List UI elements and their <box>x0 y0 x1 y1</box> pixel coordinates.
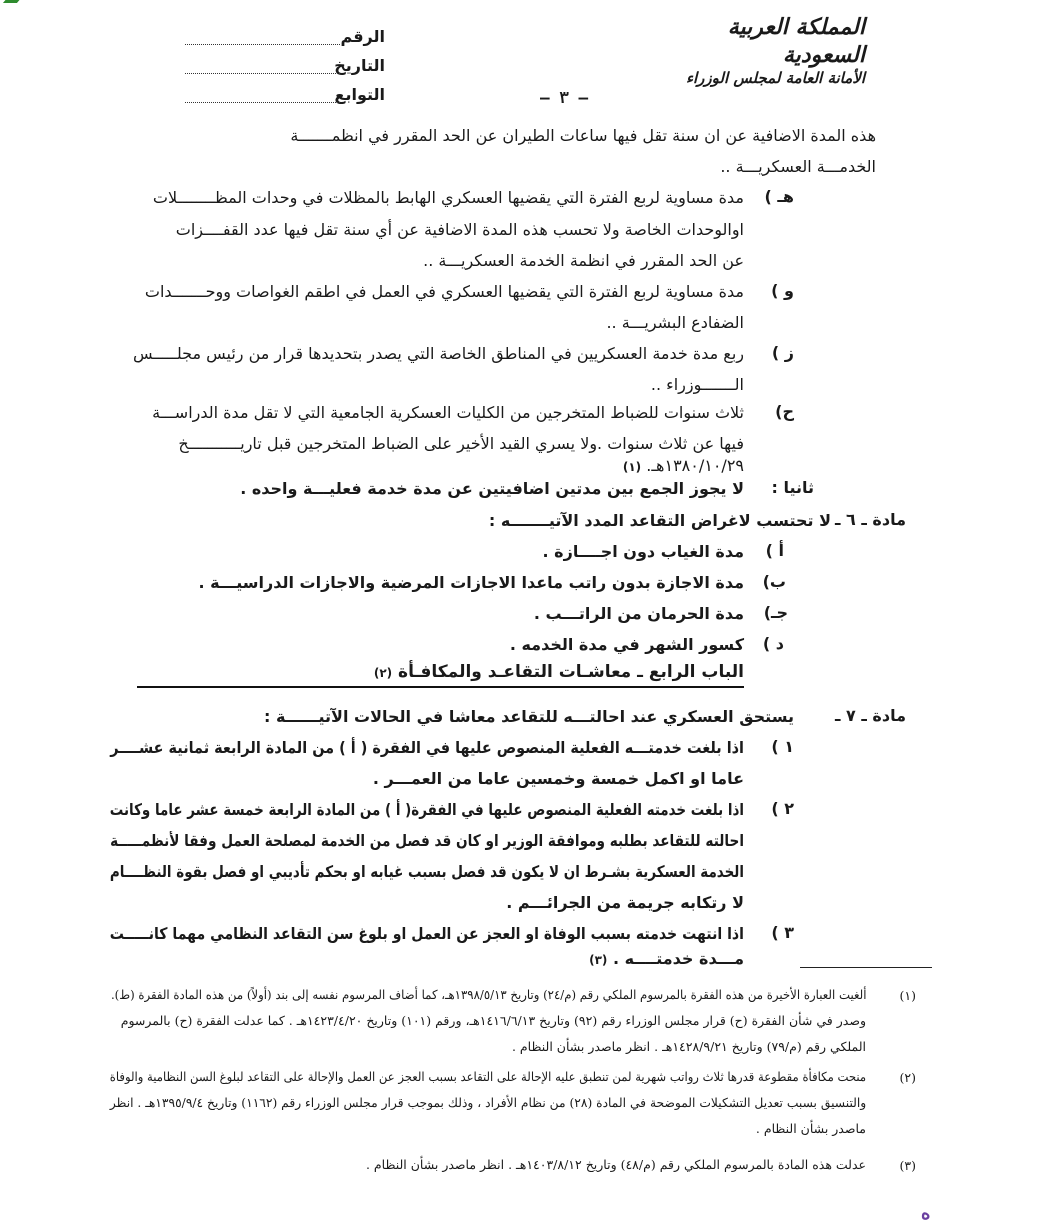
body-text: مـــدة خدمتــــه . <box>612 949 744 968</box>
footnote-line: والتنسيق بسبب تعديل التشكيلات الموضحة في المادة (٢٨) من نظام الأفراد ، وذلك بموجب قرار مجلس الوزراء رقم (١١٦٢) وتاريخ ١٣٩٥/٩/٤هـ . انظر <box>109 1095 866 1110</box>
body-line: لا رتكابه جريمة من الجرائـــم . <box>506 893 744 912</box>
footnote-number: (١) <box>899 988 916 1003</box>
article-label: مادة ـ ٧ ـ <box>835 706 906 725</box>
list-item: كسور الشهر في مدة الخدمه . <box>509 635 744 654</box>
number-label: الرقم <box>340 27 385 46</box>
list-item: مدة الحرمان من الراتـــب . <box>533 604 744 623</box>
number-dots <box>185 44 340 45</box>
footnote-ref: (٣) <box>589 953 608 967</box>
footnote-line: ألغيت العبارة الأخيرة من هذه الفقرة بالمرسوم الملكي رقم (م/٢٤) وتاريخ ١٣٩٨/٥/١٣هـ، كما أضاف المرسوم نفسه إلى بند (أولاً) من هذه المادة الفقرة (ط). <box>110 987 866 1002</box>
body-line: اذا بلغت خدمتـــه الفعلية المنصوص عليها في الفقرة ( أ ) من المادة الرابعة ثمانية عشــــر <box>110 738 744 757</box>
body-line: احالته للتقاعد بطلبه وموافقة الوزير او كان قد فصل من الخدمة لمصلحة العمل وفقا لأنظمـــــة <box>110 831 744 850</box>
item-marker: ١ ) <box>771 737 794 756</box>
article-label: مادة ـ ٦ ـ <box>835 510 906 529</box>
attachments-label: التوابع <box>334 85 385 104</box>
body-line: الـــــــوزراء .. <box>650 375 744 394</box>
footnote-line: وصدر في شأن الفقرة (ح) قرار مجلس الوزراء رقم (٩٢) وتاريخ ١٤١٦/٦/١٣هـ، ورقم (١٠١) وتاريخ ١٤٢٣/٤/٢٠هـ . كما عدلت الفقرة (ح) بالمرسوم <box>120 1013 866 1028</box>
item-marker: هـ ) <box>764 187 794 206</box>
body-line: الخدمة العسكرية بشـرط ان لا يكون قد فصل بسبب غيابه او بحكم تأديبي او فصل بقوة النظــــام <box>109 862 745 881</box>
corner-stroke <box>0 0 19 13</box>
date-label: التاريخ <box>334 56 385 75</box>
letterhead-subtitle: الأمانة العامة لمجلس الوزراء <box>685 69 865 87</box>
footnote-line: عدلت هذه المادة بالمرسوم الملكي رقم (م/٤٨) وتاريخ ١٤٠٣/٨/١٢هـ . انظر ماصدر بشأن النظام . <box>365 1157 866 1172</box>
article-text: لا تحتسب لاغراض التقاعد المدد الآتيـــــــه : <box>488 511 831 530</box>
body-line: عاما او اكمل خمسة وخمسين عاما من العمـــر . <box>372 769 744 788</box>
item-marker: و ) <box>771 281 794 300</box>
footnote-ref: (٢) <box>373 666 393 680</box>
footnote-ref: (١) <box>622 460 642 474</box>
body-line: اذا بلغت خدمته الفعلية المنصوص عليها في الفقرة( أ ) من المادة الرابعة خمسة عشر عاما وكانت <box>109 800 745 819</box>
list-item: مدة الاجازة بدون راتب ماعدا الاجازات المرضية والاجازات الدراسيـــة . <box>198 573 744 592</box>
footnote-line: ماصدر بشأن النظام . <box>755 1121 866 1136</box>
body-line: ربع مدة خدمة العسكريين في المناطق الخاصة التي يصدر بتحديدها قرار من رئيس مجلـــــس <box>132 344 744 363</box>
body-line: الضفادع البشريـــة .. <box>606 313 744 332</box>
body-line <box>589 948 744 971</box>
date-dots <box>185 73 340 74</box>
item-marker: أ ) <box>765 541 784 560</box>
body-line: اذا انتهت خدمته بسبب الوفاة او العجز عن العمل او بلوغ سن التقاعد النظامي مهما كانـــــت <box>109 924 745 943</box>
item-marker: جـ) <box>763 603 788 622</box>
footnote-separator <box>800 967 932 968</box>
page-number: — ٣ — <box>540 88 589 107</box>
footnote-line: منحت مكافأة مقطوعة قدرها ثلاث رواتب شهرية لمن تنطبق عليه الإحالة على التقاعد بسبب العجز عن العمل والإحالة على التقاعد لبلوغ السن النظامية والوفاة <box>109 1069 866 1084</box>
chapter-title: الباب الرابع ـ معاشـات التقاعـد والمكافـأة <box>398 662 744 682</box>
body-line: اوالوحدات الخاصة ولا تحسب هذه المدة الاضافية عن أي سنة تقل فيها عدد القفــــزات <box>175 220 744 239</box>
body-line: الخدمـــة العسكريـــة .. <box>720 157 876 176</box>
item-marker: ز ) <box>771 343 794 362</box>
attachments-dots <box>185 102 340 103</box>
item-marker: ٣ ) <box>771 923 794 942</box>
footnote-number: (٢) <box>899 1070 916 1085</box>
section-label: ثانيا : <box>771 478 814 497</box>
footnote-number: (٣) <box>899 1158 916 1173</box>
heading-underline <box>137 686 744 688</box>
date-text: ١٣٨٠/١٠/٢٩هـ. <box>646 456 744 475</box>
body-line: لا يجوز الجمع بين مدتين اضافيتين عن مدة خدمة فعليـــة واحده . <box>240 479 744 498</box>
letterhead <box>640 14 865 88</box>
body-line: مدة مساوية لربع الفترة التي يقضيها العسكري في العمل في اطقم الغواصات ووحـــــــدات <box>144 282 744 301</box>
item-marker: د ) <box>762 634 784 653</box>
date-field <box>185 56 385 78</box>
attachments-field <box>185 85 385 107</box>
body-line: عن الحد المقرر في انظمة الخدمة العسكريـــة .. <box>423 251 744 270</box>
body-line: هذه المدة الاضافية عن ان سنة تقل فيها ساعات الطيران عن الحد المقرر في انظمـــــــة <box>290 126 876 145</box>
corner-mark: ه <box>921 1203 931 1223</box>
body-line: ثلاث سنوات للضباط المتخرجين من الكليات العسكرية الجامعية التي لا تقل مدة الدراســـة <box>152 403 744 422</box>
article-text: يستحق العسكري عند احالتـــه للتقاعد معاشا في الحالات الآتيــــــة : <box>264 707 794 726</box>
chapter-heading <box>373 662 744 682</box>
item-marker: ب) <box>762 572 786 591</box>
body-line: مدة مساوية لربع الفترة التي يقضيها العسكري الهابط بالمظلات في وحدات المظــــــــلات <box>152 188 744 207</box>
footnote-line: الملكي رقم (م/٧٩) وتاريخ ١٤٢٨/٩/٢١هـ . انظر ماصدر بشأن النظام . <box>511 1039 866 1054</box>
item-marker: ح) <box>775 402 794 421</box>
letterhead-title: المملكة العربية السعودية <box>727 14 865 68</box>
body-line: فيها عن ثلاث سنوات .ولا يسري القيد الأخير على الضباط المتخرجين قبل تاريـــــــــــخ <box>178 434 744 453</box>
item-marker: ٢ ) <box>771 799 794 818</box>
list-item: مدة الغياب دون اجــــازة . <box>542 542 744 561</box>
number-field <box>185 27 385 49</box>
body-line <box>623 455 744 478</box>
